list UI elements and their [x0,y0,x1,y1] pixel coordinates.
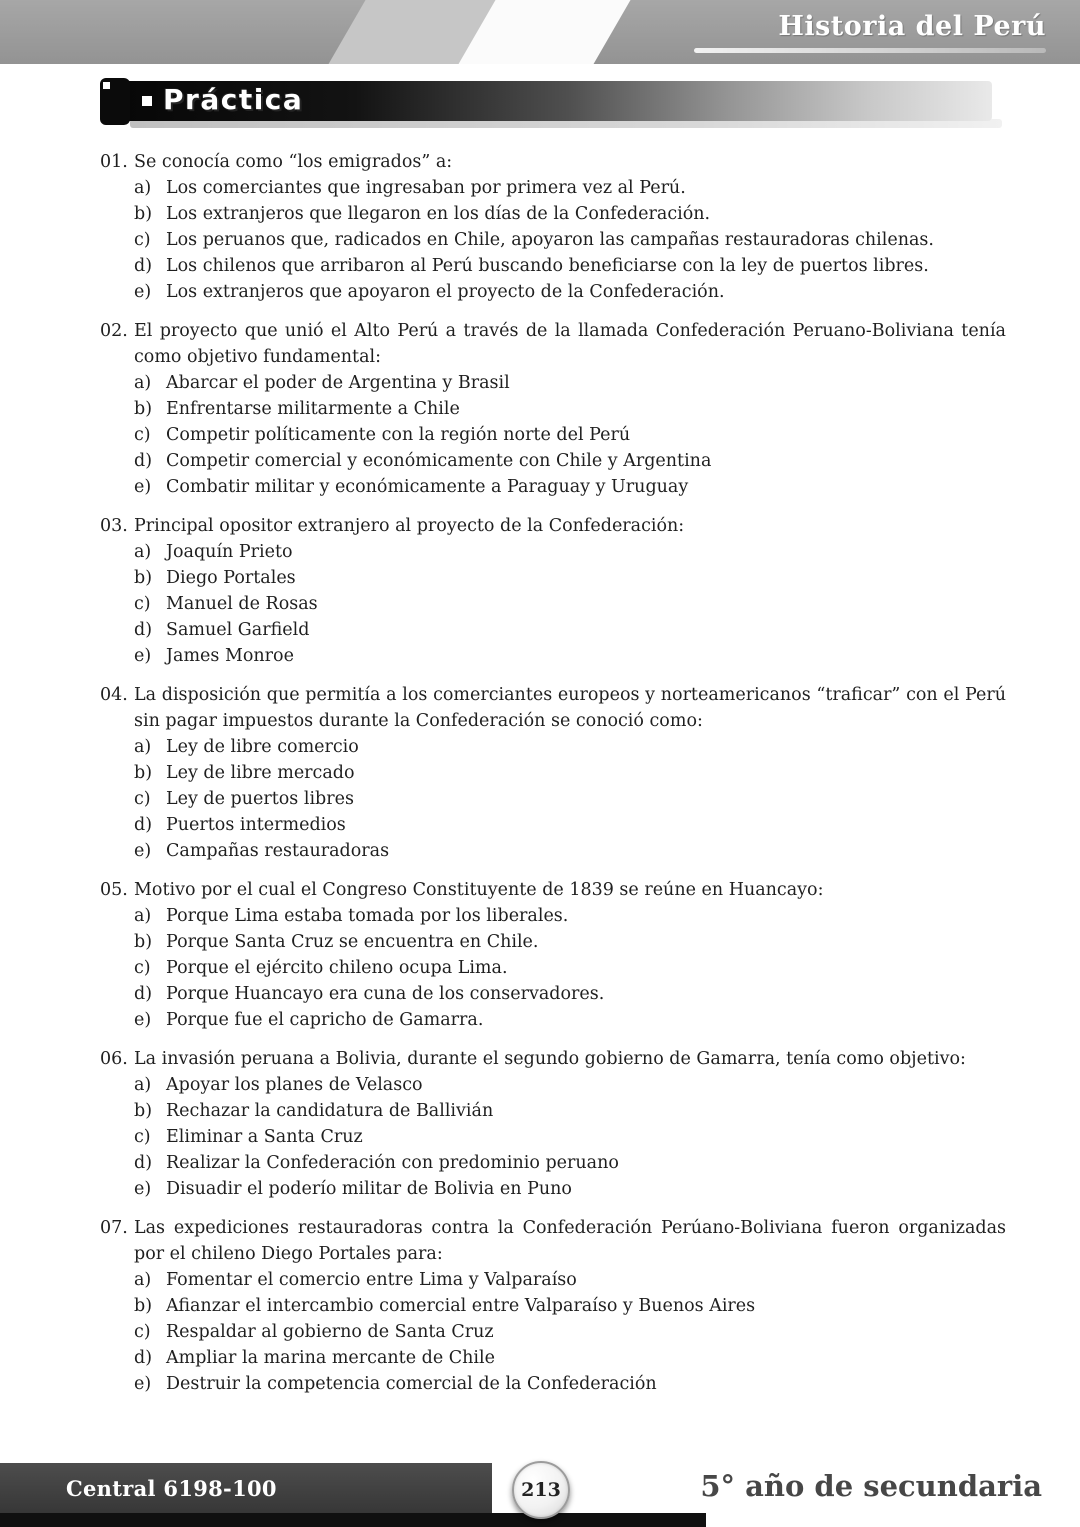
option-row [100,1072,1006,1098]
option-text: Samuel Garfield [166,620,310,640]
option-row [100,734,1006,760]
option-row [100,1267,1006,1293]
option-text: Competir políticamente con la región norte del Perú [166,425,631,445]
option-letter: a) [134,737,152,757]
option-letter: d) [134,815,153,835]
section-tab [100,78,130,125]
option-letter: b) [134,763,153,783]
page-footer [0,1461,1080,1527]
page-header [0,0,1080,64]
option-row [100,396,1006,422]
course-title: Historia del Perú [778,11,1046,42]
option-text: Porque Huancayo era cuna de los conservadores. [166,984,605,1004]
option-row [100,227,1006,253]
option-row [100,1319,1006,1345]
option-letter: b) [134,204,153,224]
option-letter: d) [134,620,153,640]
option-letter: d) [134,1348,153,1368]
option-text: Manuel de Rosas [166,594,318,614]
option-letter: e) [134,1179,152,1199]
question-number: 04. [100,685,128,705]
option-text: Disuadir el poderío militar de Bolivia en Puno [166,1179,572,1199]
option-text: Fomentar el comercio entre Lima y Valparaíso [166,1270,577,1290]
section-title-bar [100,78,1010,130]
option-text: Destruir la competencia comercial de la Confederación [166,1374,657,1394]
footer-phone: Central 6198-100 [66,1475,277,1501]
option-text: Porque Lima estaba tomada por los liberales. [166,906,569,926]
option-row [100,422,1006,448]
option-letter: e) [134,477,152,497]
option-letter: a) [134,373,152,393]
option-letter: e) [134,1374,152,1394]
question-number: 01. [100,152,128,172]
option-text: Los extranjeros que llegaron en los días de la Confederación. [166,204,711,224]
question-block [100,149,1006,305]
option-row [100,448,1006,474]
header-underline [694,48,1046,53]
option-letter: d) [134,451,153,471]
option-text: Combatir militar y económicamente a Paraguay y Uruguay [166,477,689,497]
options-list [100,175,1006,305]
option-letter: c) [134,425,151,445]
question-number: 05. [100,880,128,900]
option-text: Respaldar al gobierno de Santa Cruz [166,1322,494,1342]
option-row [100,812,1006,838]
question-block [100,318,1006,500]
option-letter: b) [134,1296,153,1316]
option-letter: e) [134,646,152,666]
option-letter: e) [134,1010,152,1030]
question-stem [100,1215,1006,1267]
option-letter: c) [134,958,151,978]
option-row [100,643,1006,669]
option-row [100,786,1006,812]
option-letter: b) [134,932,153,952]
option-letter: d) [134,256,153,276]
footer-bar [0,1463,492,1513]
option-row [100,1150,1006,1176]
option-letter: c) [134,230,151,250]
option-row [100,981,1006,1007]
option-text: Ampliar la marina mercante de Chile [166,1348,495,1368]
option-letter: b) [134,568,153,588]
question-text: La invasión peruana a Bolivia, durante el segundo gobierno de Gamarra, tenía como objetivo: [134,1049,966,1069]
option-row [100,617,1006,643]
option-row [100,760,1006,786]
question-number: 06. [100,1049,128,1069]
option-text: Puertos intermedios [166,815,346,835]
option-text: Enfrentarse militarmente a Chile [166,399,460,419]
option-text: Ley de libre comercio [166,737,359,757]
option-text: Eliminar a Santa Cruz [166,1127,363,1147]
option-text: Realizar la Confederación con predominio peruano [166,1153,619,1173]
option-text: Los extranjeros que apoyaron el proyecto de la Confederación. [166,282,725,302]
option-row [100,474,1006,500]
option-letter: c) [134,1322,151,1342]
question-block [100,682,1006,864]
question-text: Principal opositor extranjero al proyecto de la Confederación: [134,516,685,536]
option-letter: a) [134,906,152,926]
option-text: Porque el ejército chileno ocupa Lima. [166,958,508,978]
option-row [100,591,1006,617]
option-text: Los comerciantes que ingresaban por primera vez al Perú. [166,178,686,198]
square-bullet-icon [142,96,152,106]
option-text: Los peruanos que, radicados en Chile, apoyaron las campañas restauradoras chilenas. [166,230,934,250]
option-row [100,1007,1006,1033]
option-text: James Monroe [166,646,294,666]
option-text: Porque fue el capricho de Gamarra. [166,1010,484,1030]
question-block [100,1215,1006,1397]
option-row [100,565,1006,591]
option-text: Porque Santa Cruz se encuentra en Chile. [166,932,539,952]
option-row [100,201,1006,227]
option-row [100,955,1006,981]
question-stem [100,318,1006,370]
option-letter: b) [134,399,153,419]
option-letter: a) [134,1075,152,1095]
grade-label: 5° año de secundaria [700,1469,1042,1503]
question-text: Se conocía como “los emigrados” a: [134,152,453,172]
option-row [100,903,1006,929]
option-row [100,1124,1006,1150]
option-text: Campañas restauradoras [166,841,390,861]
question-stem [100,513,1006,539]
option-row [100,539,1006,565]
question-text: Las expediciones restauradoras contra la Confederación Perúano-Boliviana fueron organizadas por el chileno Diego Portales para: [134,1218,1006,1264]
option-row [100,370,1006,396]
options-list [100,734,1006,864]
question-stem [100,682,1006,734]
question-block [100,513,1006,669]
option-row [100,1345,1006,1371]
option-text: Ley de libre mercado [166,763,355,783]
options-list [100,1267,1006,1397]
banner-title-block [694,11,1046,53]
page-number-badge [512,1461,570,1519]
option-letter: e) [134,282,152,302]
option-row [100,838,1006,864]
option-row [100,1176,1006,1202]
option-text: Ley de puertos libres [166,789,354,809]
option-row [100,1371,1006,1397]
option-text: Diego Portales [166,568,296,588]
question-text: Motivo por el cual el Congreso Constituyente de 1839 se reúne en Huancayo: [134,880,824,900]
option-text: Rechazar la candidatura de Ballivián [166,1101,494,1121]
question-number: 07. [100,1218,128,1238]
question-stem [100,149,1006,175]
question-block [100,877,1006,1033]
footer-bottom-strip [0,1513,706,1527]
option-letter: c) [134,789,151,809]
option-text: Abarcar el poder de Argentina y Brasil [166,373,510,393]
option-text: Afianzar el intercambio comercial entre Valparaíso y Buenos Aires [166,1296,756,1316]
options-list [100,903,1006,1033]
option-row [100,279,1006,305]
option-letter: a) [134,178,152,198]
option-row [100,1098,1006,1124]
question-text: La disposición que permitía a los comerciantes europeos y norteamericanos “traficar” con el Perú sin pagar impuestos durante la Confederación se conoció como: [134,685,1006,731]
options-list [100,1072,1006,1202]
option-row [100,1293,1006,1319]
option-row [100,253,1006,279]
page-number: 213 [521,1479,561,1501]
question-number: 02. [100,321,128,341]
option-text: Joaquín Prieto [166,542,293,562]
option-row [100,175,1006,201]
question-block [100,1046,1006,1202]
option-letter: e) [134,841,152,861]
section-title: Práctica [163,82,304,116]
question-stem [100,877,1006,903]
question-stem [100,1046,1006,1072]
option-letter: a) [134,1270,152,1290]
option-text: Los chilenos que arribaron al Perú buscando beneficiarse con la ley de puertos libres. [166,256,929,276]
option-letter: d) [134,984,153,1004]
option-row [100,929,1006,955]
option-text: Apoyar los planes de Velasco [166,1075,423,1095]
questions-list [100,149,1006,1410]
option-letter: a) [134,542,152,562]
question-number: 03. [100,516,128,536]
options-list [100,539,1006,669]
option-letter: c) [134,594,151,614]
option-letter: b) [134,1101,153,1121]
option-letter: c) [134,1127,151,1147]
option-text: Competir comercial y económicamente con Chile y Argentina [166,451,712,471]
section-bar-main [108,81,992,121]
question-text: El proyecto que unió el Alto Perú a través de la llamada Confederación Peruano-Boliviana tenía como objetivo fundamental: [134,321,1006,367]
options-list [100,370,1006,500]
option-letter: d) [134,1153,153,1173]
